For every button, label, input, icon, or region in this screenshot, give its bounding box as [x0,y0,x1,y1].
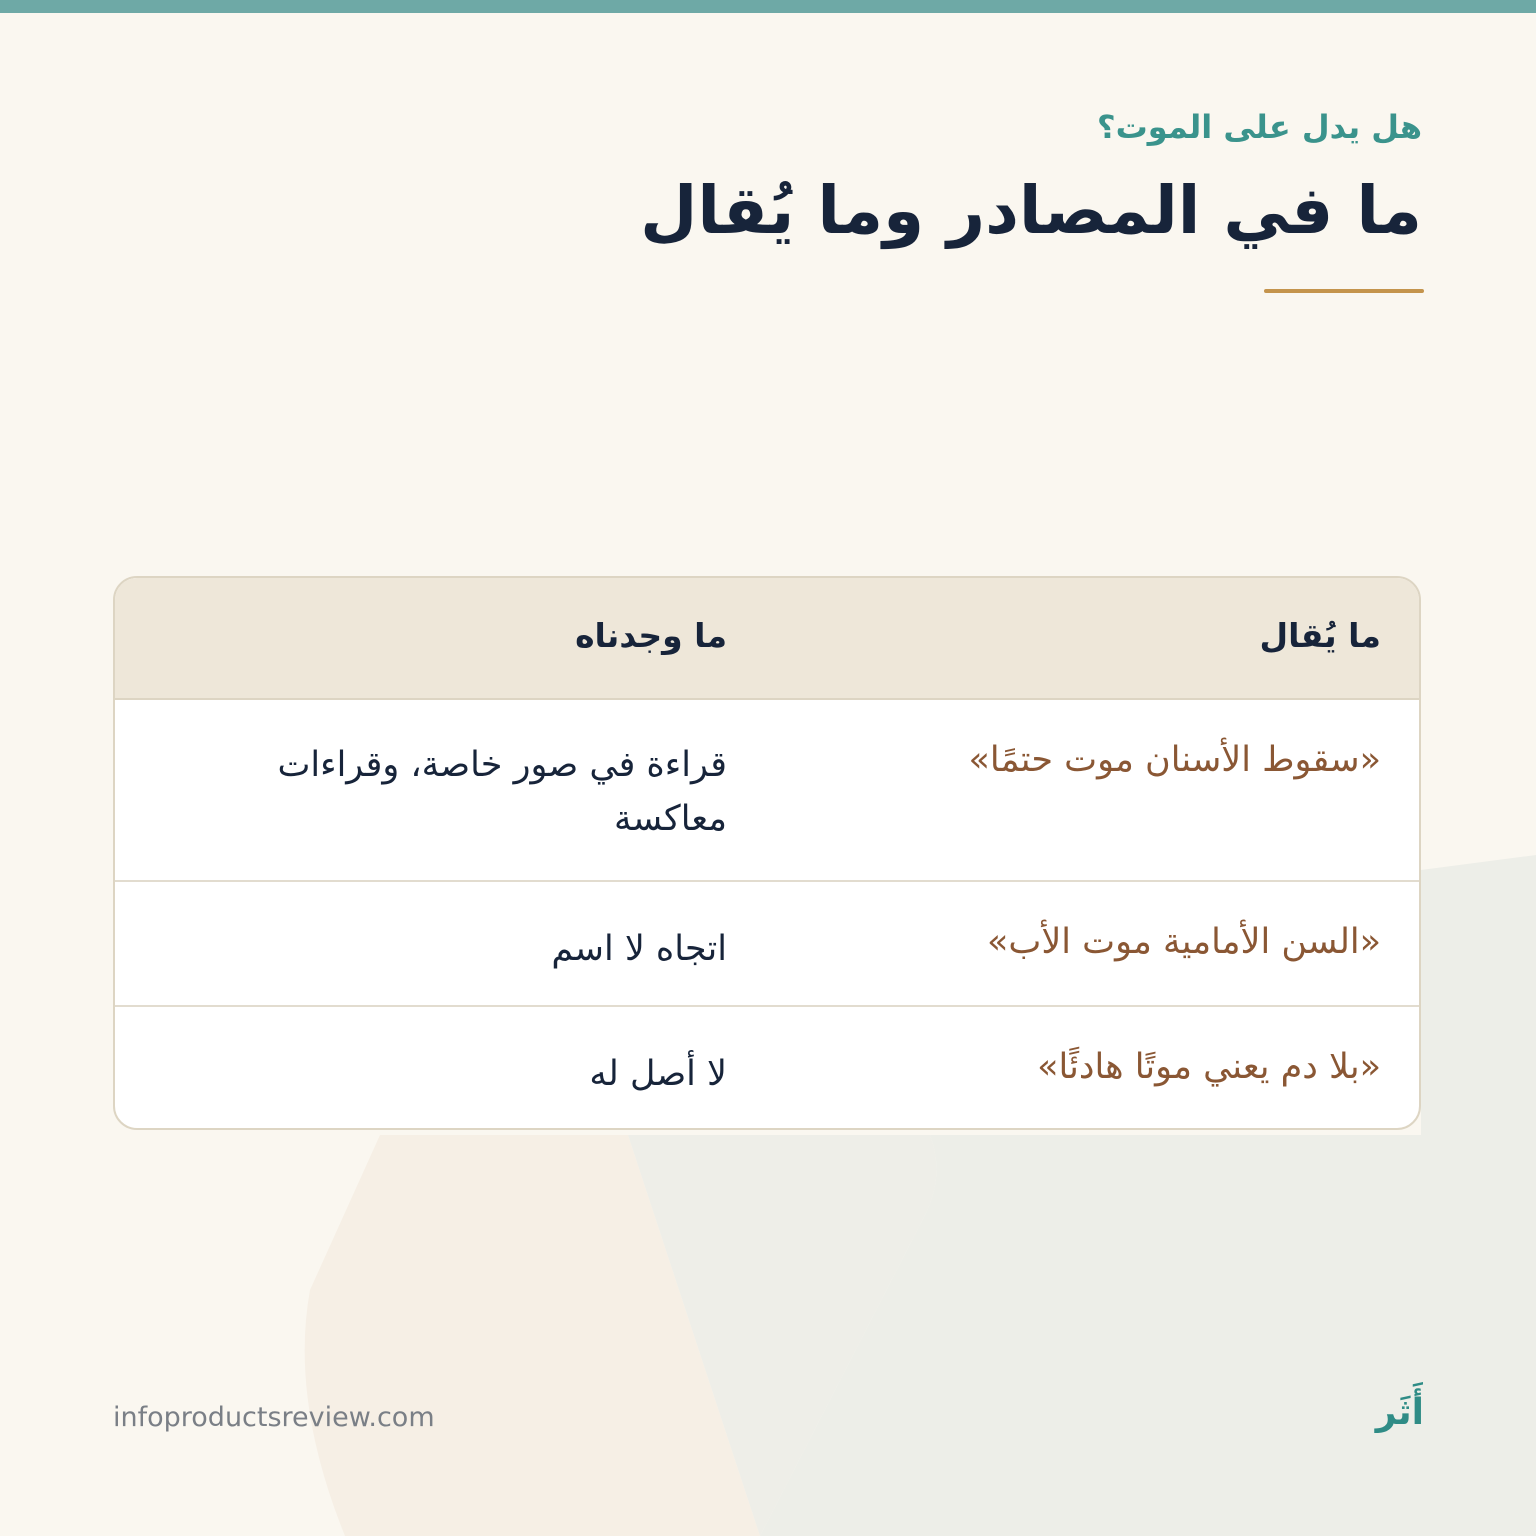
cell-found: قراءة في صور خاصة، وقراءات معاكسة [277,745,727,839]
footer-url: infoproductsreview.com [113,1402,435,1433]
section-kicker: هل يدل على الموت؟ [1097,108,1422,146]
cell-said: «بلا دم يعني موتًا هادئًا» [1037,1047,1381,1087]
comparison-table [113,576,1421,1130]
column-header-found: ما وجدناه [575,616,727,655]
cell-found: لا أصل له [589,1054,727,1094]
cell-said: «السن الأمامية موت الأب» [986,922,1381,962]
table-row [115,882,1419,1007]
cell-said: «سقوط الأسنان موت حتمًا» [968,740,1381,780]
column-header-said: ما يُقال [1259,616,1381,655]
brand-logo: أَثَر [1375,1392,1424,1433]
cell-found: اتجاه لا اسم [551,929,727,969]
title-underline [1264,289,1424,293]
table-header [115,578,1419,700]
page-title: ما في المصادر وما يُقال [640,172,1422,249]
table-row [115,1007,1419,1128]
table-row [115,700,1419,882]
